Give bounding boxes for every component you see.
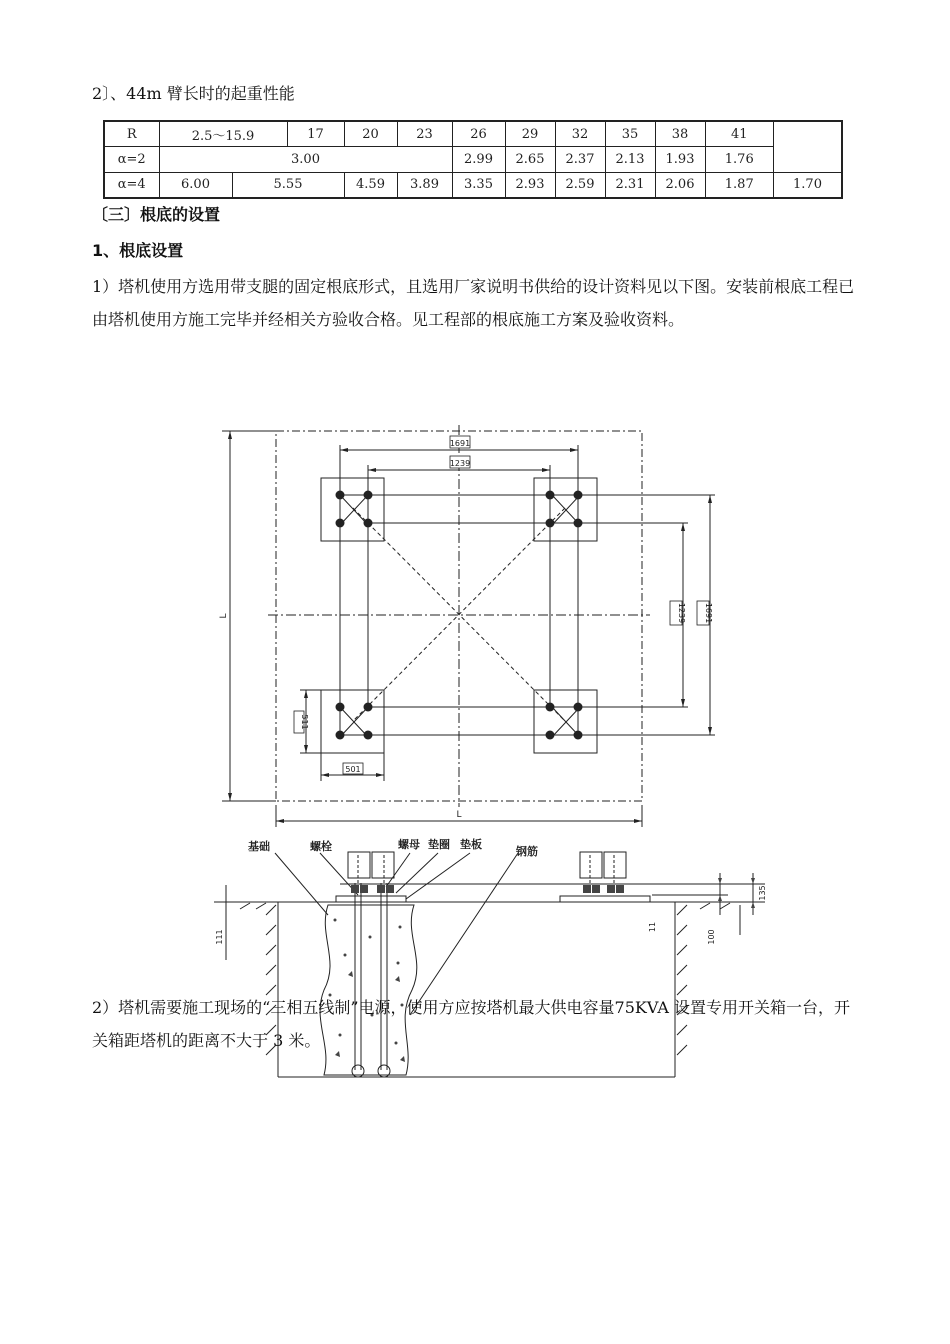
table-cell: 32 [555, 121, 605, 147]
table-row-a2 [104, 147, 842, 172]
bolt-icon [364, 491, 373, 500]
dim-100: 100 [707, 929, 716, 945]
table-cell: 20 [344, 121, 397, 147]
leg-right-b [604, 852, 626, 878]
dim-l-bottom: L [456, 810, 462, 820]
bolt-icon [546, 731, 555, 740]
anchor-plate-bottom-left [321, 690, 384, 753]
base-plate-right [560, 896, 650, 902]
table-cell: 2.31 [605, 172, 655, 198]
table-cell: 17 [287, 121, 344, 147]
dim-11: 11 [648, 921, 657, 933]
dim-1691-right: 1691 [704, 602, 713, 624]
bolt-icon [336, 731, 345, 740]
label-luoshuan: 螺栓 [310, 840, 332, 853]
anchor-plate-top-left [321, 478, 384, 541]
section-heading-44m: 2〕、44m 臂长时的起重性能 [92, 84, 295, 103]
table-cell: 2.59 [555, 172, 605, 198]
bolt-icon [364, 731, 373, 740]
table-cell: 3.35 [452, 172, 505, 198]
table-cell: 23 [397, 121, 452, 147]
subsection-1-title: 1、根底设置 [92, 241, 184, 260]
bolt-icon [574, 491, 583, 500]
paragraph-foundation: 1）塔机使用方选用带支腿的固定根底形式，且选用厂家说明书供给的设计资料见以下图。安装前根底工程已由塔机使用方施工完毕并经相关方验收合格。见工程部的根底施工方案及验收资料。 [92, 277, 855, 329]
label-luomu: 螺母 [398, 838, 420, 851]
table-cell: α=4 [104, 172, 159, 198]
table-cell: R [104, 121, 159, 147]
bolt-icon [574, 731, 583, 740]
label-dianquan: 垫圈 [428, 838, 450, 851]
bolt-icon [574, 519, 583, 528]
table-cell: 4.59 [344, 172, 397, 198]
table-cell: 1.87 [705, 172, 774, 198]
bolt-icon [546, 519, 555, 528]
bolt-icon [336, 703, 345, 712]
dim-1239-right: 1239 [677, 602, 686, 624]
dim-135: 135 [758, 885, 767, 901]
table-cell: 5.55 [232, 172, 344, 198]
table-cell: 3.00 [159, 147, 452, 172]
dim-1691-top: 1691 [449, 439, 471, 448]
leg-right-a [580, 852, 602, 878]
section-3-title: 〔三〕根底的设置 [92, 205, 221, 224]
table-cell: 2.5～15.9 [159, 121, 287, 147]
leg-left-b [372, 852, 394, 878]
leg-left-a [348, 852, 370, 878]
dim-501: 501 [345, 765, 361, 774]
table-cell: 2.13 [605, 147, 655, 172]
bolt-icon [546, 491, 555, 500]
table-cell: 1.93 [655, 147, 705, 172]
bolt-icon [574, 703, 583, 712]
dim-l-left: L [219, 613, 229, 619]
dim-511: 511 [300, 714, 309, 730]
table-cell: 2.65 [505, 147, 555, 172]
table-cell: 3.89 [397, 172, 452, 198]
table-cell: 2.37 [555, 147, 605, 172]
table-cell: 1.76 [705, 147, 774, 172]
bolt-icon [546, 703, 555, 712]
bolt-icon [364, 703, 373, 712]
table-cell: 2.93 [505, 172, 555, 198]
bolt-icon [336, 519, 345, 528]
lifting-performance-table [103, 120, 843, 199]
table-cell: 2.99 [452, 147, 505, 172]
label-gangjin: 钢筋 [516, 845, 538, 858]
label-dianban: 垫板 [460, 838, 482, 851]
table-cell: 2.06 [655, 172, 705, 198]
table-cell: α=2 [104, 147, 159, 172]
table-row-a4 [104, 172, 842, 198]
bolt-icon [364, 519, 373, 528]
table-cell: 38 [655, 121, 705, 147]
table-cell: 35 [605, 121, 655, 147]
table-cell: 26 [452, 121, 505, 147]
base-plate-left [336, 896, 406, 902]
table-cell: 41 [705, 121, 774, 147]
table-row-r [104, 121, 842, 147]
bolt-icon [336, 491, 345, 500]
table-cell: 6.00 [159, 172, 232, 198]
dim-111: 111 [215, 929, 224, 945]
label-jichu: 基础 [248, 840, 270, 853]
foundation-drawing [200, 415, 770, 1085]
dim-1239-top: 1239 [449, 459, 471, 468]
table-cell: 29 [505, 121, 555, 147]
paragraph-power-supply: 2）塔机需要施工现场的“三相五线制”电源，使用方应按塔机最大供电容量75KVA 设置专用开关箱一台，开关箱距塔机的距离不大于 3 米。 [92, 998, 850, 1050]
table-cell: 1.70 [774, 172, 843, 198]
